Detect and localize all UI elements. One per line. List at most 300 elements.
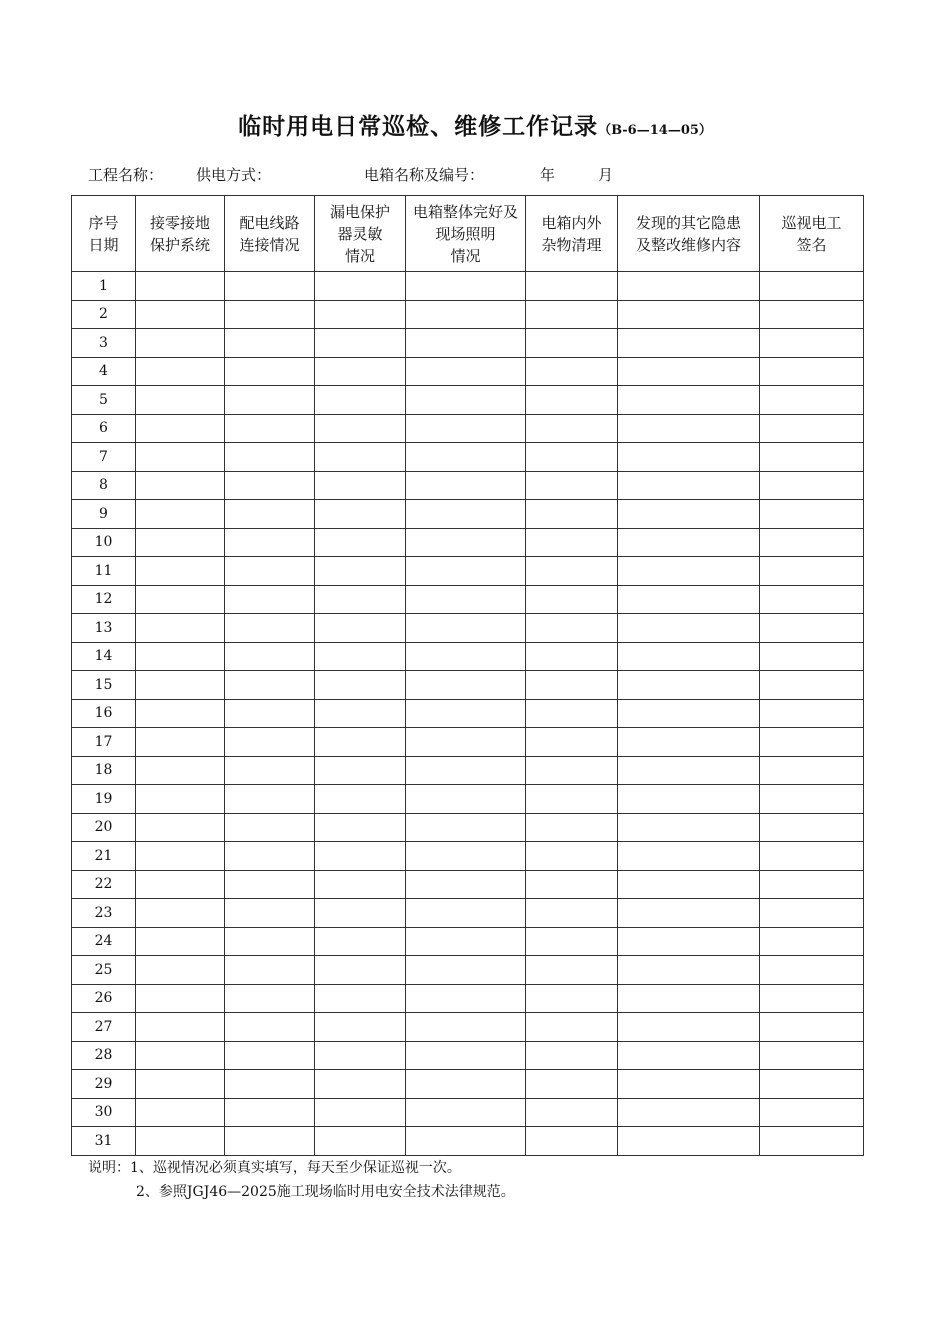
entry-cell[interactable] xyxy=(315,927,406,956)
entry-cell[interactable] xyxy=(406,642,526,671)
entry-cell[interactable] xyxy=(315,614,406,643)
table-row xyxy=(72,927,864,956)
entry-cell[interactable] xyxy=(618,500,760,529)
row-number: 20 xyxy=(72,813,136,842)
entry-cell[interactable] xyxy=(315,842,406,871)
entry-cell[interactable] xyxy=(760,272,864,301)
entry-cell[interactable] xyxy=(315,671,406,700)
entry-cell[interactable] xyxy=(315,756,406,785)
entry-cell[interactable] xyxy=(225,443,315,472)
entry-cell[interactable] xyxy=(618,756,760,785)
row-number: 5 xyxy=(72,386,136,415)
entry-cell[interactable] xyxy=(225,785,315,814)
entry-cell[interactable] xyxy=(225,956,315,985)
entry-cell[interactable] xyxy=(406,329,526,358)
entry-cell[interactable] xyxy=(526,870,618,899)
entry-cell[interactable] xyxy=(315,870,406,899)
entry-cell[interactable] xyxy=(618,642,760,671)
entry-cell[interactable] xyxy=(225,813,315,842)
column-header-line: 日期 xyxy=(88,235,119,254)
entry-cell[interactable] xyxy=(526,785,618,814)
entry-cell[interactable] xyxy=(618,671,760,700)
entry-cell[interactable] xyxy=(526,585,618,614)
entry-cell[interactable] xyxy=(136,1098,225,1127)
entry-cell[interactable] xyxy=(526,899,618,928)
entry-cell[interactable] xyxy=(225,471,315,500)
entry-cell[interactable] xyxy=(526,1127,618,1156)
table-row xyxy=(72,1098,864,1127)
entry-cell[interactable] xyxy=(760,984,864,1013)
row-number: 21 xyxy=(72,842,136,871)
entry-cell[interactable] xyxy=(136,272,225,301)
row-number: 7 xyxy=(72,443,136,472)
month-label: 月 xyxy=(598,166,614,184)
table-row xyxy=(72,471,864,500)
entry-cell[interactable] xyxy=(225,414,315,443)
entry-cell[interactable] xyxy=(760,927,864,956)
entry-cell[interactable] xyxy=(406,357,526,386)
entry-cell[interactable] xyxy=(315,1098,406,1127)
entry-cell[interactable] xyxy=(136,899,225,928)
row-number: 27 xyxy=(72,1013,136,1042)
entry-cell[interactable] xyxy=(618,870,760,899)
table-body xyxy=(72,272,864,1156)
column-header-line: 电箱整体完好及 xyxy=(412,202,518,221)
entry-cell[interactable] xyxy=(618,956,760,985)
entry-cell[interactable] xyxy=(760,671,864,700)
entry-cell[interactable] xyxy=(136,300,225,329)
entry-cell[interactable] xyxy=(225,756,315,785)
row-number: 8 xyxy=(72,471,136,500)
entry-cell[interactable] xyxy=(315,557,406,586)
entry-cell[interactable] xyxy=(526,699,618,728)
entry-cell[interactable] xyxy=(136,728,225,757)
entry-cell[interactable] xyxy=(618,1070,760,1099)
entry-cell[interactable] xyxy=(526,984,618,1013)
entry-cell[interactable] xyxy=(136,500,225,529)
entry-cell[interactable] xyxy=(760,813,864,842)
entry-cell[interactable] xyxy=(406,300,526,329)
entry-cell[interactable] xyxy=(526,614,618,643)
entry-cell[interactable] xyxy=(315,956,406,985)
entry-cell[interactable] xyxy=(526,956,618,985)
entry-cell[interactable] xyxy=(136,329,225,358)
supply-label: 供电方式： xyxy=(196,166,272,184)
entry-cell[interactable] xyxy=(406,557,526,586)
column-header xyxy=(72,196,136,272)
entry-cell[interactable] xyxy=(315,357,406,386)
entry-cell[interactable] xyxy=(225,614,315,643)
table-row xyxy=(72,528,864,557)
entry-cell[interactable] xyxy=(406,785,526,814)
entry-cell[interactable] xyxy=(618,899,760,928)
column-header-line: 配电线路 xyxy=(239,213,300,232)
column-header-line: 情况 xyxy=(344,246,375,265)
row-number: 25 xyxy=(72,956,136,985)
entry-cell[interactable] xyxy=(526,1098,618,1127)
entry-cell[interactable] xyxy=(618,842,760,871)
column-header xyxy=(618,196,760,272)
entry-cell[interactable] xyxy=(315,984,406,1013)
entry-cell[interactable] xyxy=(136,585,225,614)
entry-cell[interactable] xyxy=(136,1041,225,1070)
entry-cell[interactable] xyxy=(760,699,864,728)
row-number: 23 xyxy=(72,899,136,928)
entry-cell[interactable] xyxy=(760,1013,864,1042)
entry-cell[interactable] xyxy=(136,443,225,472)
entry-cell[interactable] xyxy=(406,272,526,301)
entry-cell[interactable] xyxy=(225,1041,315,1070)
table-row xyxy=(72,614,864,643)
entry-cell[interactable] xyxy=(136,1070,225,1099)
entry-cell[interactable] xyxy=(406,870,526,899)
entry-cell[interactable] xyxy=(760,471,864,500)
table-row xyxy=(72,443,864,472)
row-number: 19 xyxy=(72,785,136,814)
entry-cell[interactable] xyxy=(225,899,315,928)
table-row xyxy=(72,585,864,614)
entry-cell[interactable] xyxy=(406,1098,526,1127)
entry-cell[interactable] xyxy=(406,585,526,614)
row-number: 1 xyxy=(72,272,136,301)
row-number: 24 xyxy=(72,927,136,956)
column-header-line: 连接情况 xyxy=(239,235,300,254)
row-number: 22 xyxy=(72,870,136,899)
table-row xyxy=(72,842,864,871)
table-row xyxy=(72,1070,864,1099)
entry-cell[interactable] xyxy=(225,1013,315,1042)
entry-cell[interactable] xyxy=(618,471,760,500)
entry-cell[interactable] xyxy=(315,785,406,814)
row-number: 2 xyxy=(72,300,136,329)
entry-cell[interactable] xyxy=(225,557,315,586)
entry-cell[interactable] xyxy=(406,471,526,500)
entry-cell[interactable] xyxy=(618,329,760,358)
entry-cell[interactable] xyxy=(225,528,315,557)
entry-cell[interactable] xyxy=(315,699,406,728)
entry-cell[interactable] xyxy=(526,500,618,529)
entry-cell[interactable] xyxy=(225,1098,315,1127)
entry-cell[interactable] xyxy=(760,300,864,329)
entry-cell[interactable] xyxy=(618,528,760,557)
entry-cell[interactable] xyxy=(136,357,225,386)
column-header-line: 保护系统 xyxy=(149,235,210,254)
entry-cell[interactable] xyxy=(760,614,864,643)
entry-cell[interactable] xyxy=(760,357,864,386)
entry-cell[interactable] xyxy=(136,699,225,728)
entry-cell[interactable] xyxy=(406,386,526,415)
entry-cell[interactable] xyxy=(618,614,760,643)
column-header-line: 漏电保护 xyxy=(329,202,390,221)
entry-cell[interactable] xyxy=(760,329,864,358)
entry-cell[interactable] xyxy=(618,1127,760,1156)
entry-cell[interactable] xyxy=(760,1127,864,1156)
entry-cell[interactable] xyxy=(315,813,406,842)
entry-cell[interactable] xyxy=(760,557,864,586)
entry-cell[interactable] xyxy=(225,984,315,1013)
row-number: 6 xyxy=(72,414,136,443)
project-label: 工程名称： xyxy=(88,166,164,184)
column-header-line: 器灵敏 xyxy=(337,224,383,243)
entry-cell[interactable] xyxy=(618,557,760,586)
entry-cell[interactable] xyxy=(526,357,618,386)
entry-cell[interactable] xyxy=(225,870,315,899)
row-number: 12 xyxy=(72,585,136,614)
entry-cell[interactable] xyxy=(526,557,618,586)
entry-cell[interactable] xyxy=(315,272,406,301)
entry-cell[interactable] xyxy=(136,870,225,899)
entry-cell[interactable] xyxy=(315,1013,406,1042)
row-number: 14 xyxy=(72,642,136,671)
entry-cell[interactable] xyxy=(315,443,406,472)
info-line xyxy=(0,164,950,186)
table-row xyxy=(72,756,864,785)
row-number: 10 xyxy=(72,528,136,557)
entry-cell[interactable] xyxy=(225,671,315,700)
table-row xyxy=(72,1013,864,1042)
entry-cell[interactable] xyxy=(225,300,315,329)
entry-cell[interactable] xyxy=(526,471,618,500)
entry-cell[interactable] xyxy=(618,927,760,956)
entry-cell[interactable] xyxy=(526,1070,618,1099)
entry-cell[interactable] xyxy=(136,528,225,557)
table-row xyxy=(72,1127,864,1156)
table-row xyxy=(72,329,864,358)
entry-cell[interactable] xyxy=(760,642,864,671)
entry-cell[interactable] xyxy=(315,471,406,500)
column-header-line: 签名 xyxy=(796,235,827,254)
entry-cell[interactable] xyxy=(618,414,760,443)
entry-cell[interactable] xyxy=(526,642,618,671)
header-row xyxy=(72,196,864,272)
row-number: 13 xyxy=(72,614,136,643)
entry-cell[interactable] xyxy=(406,728,526,757)
row-number: 16 xyxy=(72,699,136,728)
note-line-2: 2、参照JGJ46—2025施工现场临时用电安全技术法律规范。 xyxy=(136,1184,515,1200)
entry-cell[interactable] xyxy=(618,585,760,614)
entry-cell[interactable] xyxy=(315,1127,406,1156)
entry-cell[interactable] xyxy=(526,813,618,842)
entry-cell[interactable] xyxy=(136,614,225,643)
entry-cell[interactable] xyxy=(406,1127,526,1156)
entry-cell[interactable] xyxy=(225,728,315,757)
entry-cell[interactable] xyxy=(526,671,618,700)
entry-cell[interactable] xyxy=(136,956,225,985)
entry-cell[interactable] xyxy=(136,471,225,500)
entry-cell[interactable] xyxy=(225,386,315,415)
entry-cell[interactable] xyxy=(618,272,760,301)
entry-cell[interactable] xyxy=(618,1098,760,1127)
column-header xyxy=(225,196,315,272)
entry-cell[interactable] xyxy=(136,642,225,671)
entry-cell[interactable] xyxy=(225,842,315,871)
entry-cell[interactable] xyxy=(225,272,315,301)
entry-cell[interactable] xyxy=(760,756,864,785)
entry-cell[interactable] xyxy=(225,357,315,386)
entry-cell[interactable] xyxy=(136,671,225,700)
entry-cell[interactable] xyxy=(225,642,315,671)
entry-cell[interactable] xyxy=(136,842,225,871)
entry-cell[interactable] xyxy=(315,300,406,329)
entry-cell[interactable] xyxy=(526,300,618,329)
table-row xyxy=(72,984,864,1013)
entry-cell[interactable] xyxy=(618,300,760,329)
entry-cell[interactable] xyxy=(526,1013,618,1042)
entry-cell[interactable] xyxy=(618,386,760,415)
table-row xyxy=(72,386,864,415)
entry-cell[interactable] xyxy=(136,984,225,1013)
title-main: 临时用电日常巡检、维修工作记录 xyxy=(238,114,599,140)
entry-cell[interactable] xyxy=(225,1127,315,1156)
entry-cell[interactable] xyxy=(225,1070,315,1099)
entry-cell[interactable] xyxy=(315,1070,406,1099)
entry-cell[interactable] xyxy=(526,528,618,557)
entry-cell[interactable] xyxy=(315,528,406,557)
column-header xyxy=(406,196,526,272)
entry-cell[interactable] xyxy=(315,500,406,529)
entry-cell[interactable] xyxy=(315,329,406,358)
entry-cell[interactable] xyxy=(760,585,864,614)
entry-cell[interactable] xyxy=(315,386,406,415)
entry-cell[interactable] xyxy=(618,443,760,472)
entry-cell[interactable] xyxy=(406,899,526,928)
entry-cell[interactable] xyxy=(760,956,864,985)
table-row xyxy=(72,300,864,329)
entry-cell[interactable] xyxy=(760,443,864,472)
entry-cell[interactable] xyxy=(315,728,406,757)
entry-cell[interactable] xyxy=(526,272,618,301)
entry-cell[interactable] xyxy=(618,699,760,728)
entry-cell[interactable] xyxy=(136,813,225,842)
table-row xyxy=(72,500,864,529)
column-header xyxy=(526,196,618,272)
entry-cell[interactable] xyxy=(315,642,406,671)
entry-cell[interactable] xyxy=(760,1070,864,1099)
entry-cell[interactable] xyxy=(526,386,618,415)
entry-cell[interactable] xyxy=(406,1041,526,1070)
table-row xyxy=(72,642,864,671)
row-number: 26 xyxy=(72,984,136,1013)
entry-cell[interactable] xyxy=(225,585,315,614)
row-number: 11 xyxy=(72,557,136,586)
entry-cell[interactable] xyxy=(136,1127,225,1156)
entry-cell[interactable] xyxy=(136,1013,225,1042)
entry-cell[interactable] xyxy=(526,443,618,472)
entry-cell[interactable] xyxy=(760,785,864,814)
row-number: 3 xyxy=(72,329,136,358)
entry-cell[interactable] xyxy=(618,813,760,842)
entry-cell[interactable] xyxy=(136,386,225,415)
entry-cell[interactable] xyxy=(760,899,864,928)
entry-cell[interactable] xyxy=(760,1041,864,1070)
entry-cell[interactable] xyxy=(526,728,618,757)
entry-cell[interactable] xyxy=(225,500,315,529)
entry-cell[interactable] xyxy=(406,1013,526,1042)
entry-cell[interactable] xyxy=(406,443,526,472)
entry-cell[interactable] xyxy=(618,984,760,1013)
table-row xyxy=(72,728,864,757)
entry-cell[interactable] xyxy=(225,329,315,358)
entry-cell[interactable] xyxy=(526,756,618,785)
entry-cell[interactable] xyxy=(136,785,225,814)
entry-cell[interactable] xyxy=(406,414,526,443)
entry-cell[interactable] xyxy=(760,500,864,529)
entry-cell[interactable] xyxy=(315,899,406,928)
entry-cell[interactable] xyxy=(406,699,526,728)
entry-cell[interactable] xyxy=(526,414,618,443)
table-row xyxy=(72,899,864,928)
entry-cell[interactable] xyxy=(760,870,864,899)
entry-cell[interactable] xyxy=(406,756,526,785)
entry-cell[interactable] xyxy=(618,1013,760,1042)
table-row xyxy=(72,956,864,985)
entry-cell[interactable] xyxy=(136,557,225,586)
row-number: 28 xyxy=(72,1041,136,1070)
table-row xyxy=(72,414,864,443)
entry-cell[interactable] xyxy=(225,699,315,728)
entry-cell[interactable] xyxy=(406,984,526,1013)
inspection-table xyxy=(71,195,864,1156)
note-line-1: 说明：1、巡视情况必须真实填写，每天至少保证巡视一次。 xyxy=(88,1160,461,1176)
entry-cell[interactable] xyxy=(406,528,526,557)
entry-cell[interactable] xyxy=(315,414,406,443)
entry-cell[interactable] xyxy=(760,842,864,871)
row-number: 4 xyxy=(72,357,136,386)
table-row xyxy=(72,870,864,899)
table-row xyxy=(72,671,864,700)
column-header-line: 及整改维修内容 xyxy=(635,235,741,254)
entry-cell[interactable] xyxy=(618,357,760,386)
notes xyxy=(88,1156,515,1204)
entry-cell[interactable] xyxy=(618,1041,760,1070)
entry-cell[interactable] xyxy=(618,728,760,757)
entry-cell[interactable] xyxy=(406,500,526,529)
entry-cell[interactable] xyxy=(315,585,406,614)
table-row xyxy=(72,1041,864,1070)
entry-cell[interactable] xyxy=(406,956,526,985)
entry-cell[interactable] xyxy=(406,1070,526,1099)
column-header-line: 杂物清理 xyxy=(541,235,602,254)
entry-cell[interactable] xyxy=(136,414,225,443)
entry-cell[interactable] xyxy=(406,614,526,643)
column-header-line: 电箱内外 xyxy=(541,213,602,232)
entry-cell[interactable] xyxy=(760,728,864,757)
table-row xyxy=(72,699,864,728)
entry-cell[interactable] xyxy=(760,1098,864,1127)
entry-cell[interactable] xyxy=(136,756,225,785)
column-header xyxy=(136,196,225,272)
entry-cell[interactable] xyxy=(225,927,315,956)
column-header xyxy=(760,196,864,272)
entry-cell[interactable] xyxy=(526,329,618,358)
entry-cell[interactable] xyxy=(406,813,526,842)
entry-cell[interactable] xyxy=(760,528,864,557)
row-number: 9 xyxy=(72,500,136,529)
table-row xyxy=(72,813,864,842)
entry-cell[interactable] xyxy=(406,842,526,871)
entry-cell[interactable] xyxy=(760,414,864,443)
entry-cell[interactable] xyxy=(526,927,618,956)
entry-cell[interactable] xyxy=(406,927,526,956)
entry-cell[interactable] xyxy=(526,842,618,871)
entry-cell[interactable] xyxy=(618,785,760,814)
table-row xyxy=(72,557,864,586)
entry-cell[interactable] xyxy=(136,927,225,956)
entry-cell[interactable] xyxy=(760,386,864,415)
entry-cell[interactable] xyxy=(315,1041,406,1070)
entry-cell[interactable] xyxy=(406,671,526,700)
entry-cell[interactable] xyxy=(526,1041,618,1070)
